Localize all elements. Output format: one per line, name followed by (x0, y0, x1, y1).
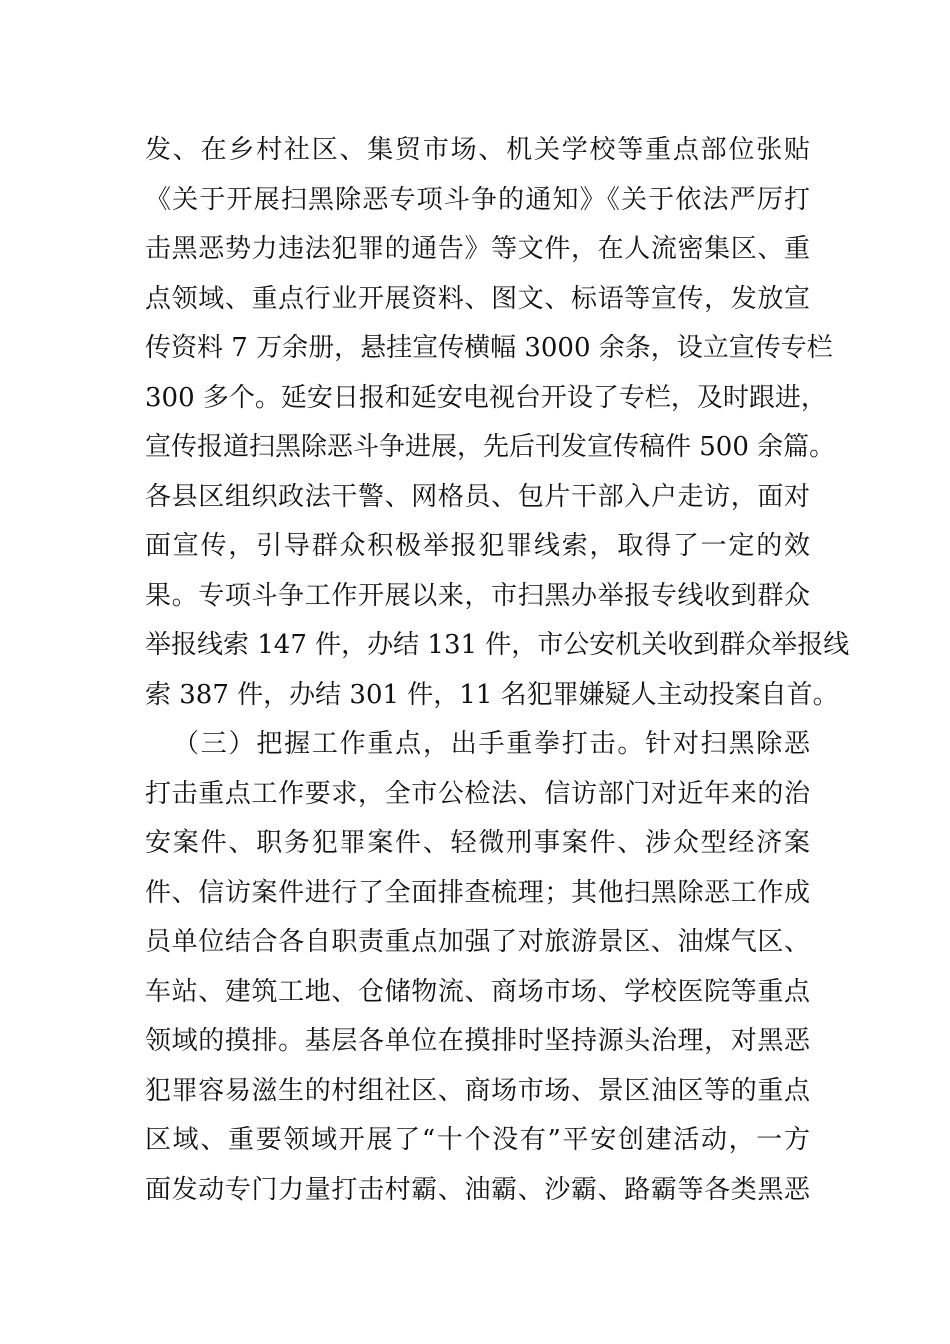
text-line: 安案件、职务犯罪案件、轻微刑事案件、涉众型经济案 (145, 828, 810, 858)
text-line: 击黑恶势力违法犯罪的通告》等文件，在人流密集区、重 (145, 234, 810, 264)
text-line: 索 387 件，办结 301 件，11 名犯罪嫌疑人主动投案自首。 (145, 679, 839, 710)
text-line: 各县区组织政法干警、网格员、包片干部入户走访，面对 (145, 481, 810, 512)
text-line: 件、信访案件进行了全面排查梳理；其他扫黑除恶工作成 (145, 877, 810, 908)
text-line: 面宣传，引导群众积极举报犯罪线索，取得了一定的效 (145, 531, 810, 561)
text-line: 领域的摸排。基层各单位在摸排时坚持源头治理，对黑恶 (145, 1026, 810, 1056)
text-line: 《关于开展扫黑除恶专项斗争的通知》《关于依法严厉打 (145, 184, 810, 215)
text-line: 员单位结合各自职责重点加强了对旅游景区、油煤气区、 (145, 927, 810, 957)
text-line: 车站、建筑工地、仓储物流、商场市场、学校医院等重点 (145, 976, 810, 1007)
text-line: 区域、重要领域开展了“十个没有”平安创建活动，一方 (145, 1125, 810, 1155)
text-line: 果。专项斗争工作开展以来，市扫黑办举报专线收到群众 (145, 580, 810, 611)
text-line: 面发动专门力量打击村霸、油霸、沙霸、路霸等各类黑恶 (145, 1174, 810, 1205)
text-line: 传资料 7 万余册，悬挂宣传横幅 3000 余条，设立宣传专栏 (145, 333, 833, 363)
text-line: 发、在乡村社区、集贸市场、机关学校等重点部位张贴 (145, 135, 810, 165)
text-line: 300 多个。延安日报和延安电视台开设了专栏，及时跟进， (145, 382, 827, 413)
text-line: 宣传报道扫黑除恶斗争进展，先后刊发宣传稿件 500 余篇。 (145, 432, 836, 462)
text-line: 犯罪容易滋生的村组社区、商场市场、景区油区等的重点 (145, 1075, 810, 1106)
text-line: 举报线索 147 件，办结 131 件，市公安机关收到群众举报线 (145, 630, 850, 660)
section-heading-line: （三）把握工作重点，出手重拳打击。针对扫黑除恶 (173, 729, 810, 759)
body-text (145, 126, 850, 1215)
text-line: 打击重点工作要求，全市公检法、信访部门对近年来的治 (145, 778, 810, 809)
text-line: 点领域、重点行业开展资料、图文、标语等宣传，发放宣 (145, 283, 810, 314)
